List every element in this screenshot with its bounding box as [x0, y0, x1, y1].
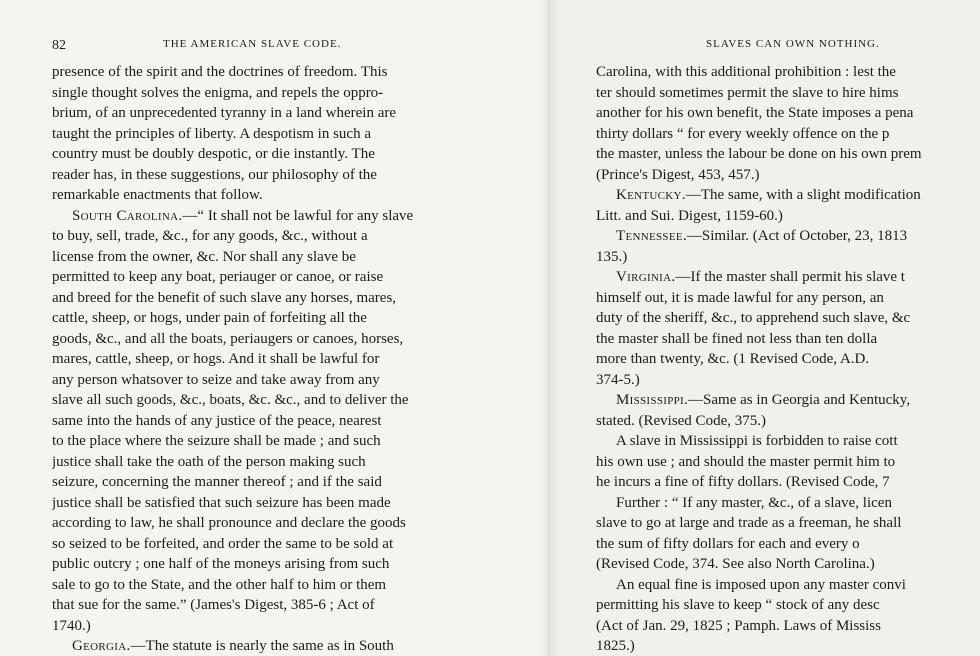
text-line — [596, 452, 980, 473]
line-text: —Similar. (Act of October, 23, 1813 — [686, 228, 908, 244]
line-text: brium, of an unprecedented tyranny in a land wherein are — [52, 105, 397, 121]
text-line — [52, 62, 492, 83]
text-line — [596, 103, 980, 124]
line-text: according to law, he shall pronounce and declare the goods — [52, 515, 406, 531]
text-line — [596, 534, 980, 555]
text-line — [52, 349, 492, 370]
text-line — [596, 206, 980, 227]
text-line — [52, 83, 492, 104]
line-text: 135.) — [596, 248, 628, 265]
line-text: himself out, it is made lawful for any person, an — [596, 289, 884, 306]
text-line — [596, 247, 980, 268]
text-line — [52, 452, 492, 473]
line-text: that sue for the same.” (James's Digest, 385-6 ; Act of — [52, 597, 375, 613]
line-text: (Prince's Digest, 453, 457.) — [596, 166, 760, 183]
line-text: An equal fine is imposed upon any master convi — [616, 576, 906, 593]
left-page-text — [52, 62, 492, 656]
text-line — [52, 329, 492, 350]
text-line — [596, 226, 980, 247]
text-line — [52, 247, 492, 268]
line-text: he incurs a fine of fifty dollars. (Revised Code, 7 — [596, 474, 890, 490]
line-text: slave all such goods, &c., boats, &c. &c., and to deliver the — [52, 392, 409, 408]
line-text: more than twenty, &c. (1 Revised Code, A.D. — [596, 351, 870, 367]
line-text: single thought solves the enigma, and repels the oppro- — [52, 84, 384, 101]
section-heading: Kentucky. — [616, 187, 686, 203]
text-line — [52, 616, 492, 637]
line-text: another for his own benefit, the State imposes a pena — [596, 105, 914, 121]
line-text: —If the master shall permit his slave t — [675, 269, 905, 285]
line-text: —The same, with a slight modification — [685, 187, 921, 203]
line-text: so seized to be forfeited, and order the same to be sold at — [52, 535, 394, 552]
line-text: stated. (Revised Code, 375.) — [596, 412, 766, 429]
text-line — [52, 411, 492, 432]
section-heading: Georgia. — [72, 638, 131, 654]
line-text: Litt. and Sui. Digest, 1159-60.) — [596, 207, 783, 224]
text-line — [596, 554, 980, 575]
text-line — [596, 595, 980, 616]
line-text: any person whatsover to seize and take away from any — [52, 371, 380, 388]
line-text: cattle, sheep, or hogs, under pain of forfeiting all the — [52, 310, 367, 326]
page-number: 82 — [52, 38, 66, 53]
line-text: 1740.) — [52, 617, 91, 634]
text-line — [596, 288, 980, 309]
text-line — [52, 165, 492, 186]
line-text: taught the principles of liberty. A despotism in such a — [52, 125, 371, 142]
text-line — [52, 554, 492, 575]
line-text: public outcry ; one half of the moneys arising from such — [52, 556, 390, 572]
line-text: mares, cattle, sheep, or hogs. And it shall be lawful for — [52, 351, 380, 367]
text-line — [596, 62, 980, 83]
line-text: 374-5.) — [596, 371, 640, 388]
right-page-text — [596, 62, 980, 656]
right-running-head: SLAVES CAN OWN NOTHING. — [706, 38, 880, 50]
text-line — [596, 575, 980, 596]
section-heading: South Carolina. — [72, 207, 183, 224]
text-line — [596, 349, 980, 370]
text-line — [52, 595, 492, 616]
text-line — [52, 103, 492, 124]
section-heading: Tennessee. — [616, 228, 687, 244]
text-line — [596, 267, 980, 288]
line-text: reader has, in these suggestions, our philosophy of the — [52, 166, 377, 183]
left-running-head: THE AMERICAN SLAVE CODE. — [163, 38, 342, 50]
line-text: goods, &c., and all the boats, periaugers or canoes, horses, — [52, 330, 404, 347]
text-line — [596, 411, 980, 432]
line-text: thirty dollars “ for every weekly offence on the p — [596, 125, 890, 142]
line-text: permitting his slave to keep “ stock of any desc — [596, 597, 880, 613]
text-line — [52, 226, 492, 247]
text-line — [52, 513, 492, 534]
text-line — [52, 472, 492, 493]
text-line — [596, 370, 980, 391]
text-line — [52, 185, 492, 206]
line-text: to the place where the seizure shall be made ; and such — [52, 433, 381, 449]
text-line — [52, 534, 492, 555]
line-text: remarkable enactments that follow. — [52, 187, 263, 203]
line-text: the sum of fifty dollars for each and every o — [596, 535, 860, 552]
section-heading: Mississippi. — [616, 392, 689, 408]
line-text: seizure, concerning the manner thereof ; and if the said — [52, 474, 382, 490]
line-text: —The statute is nearly the same as in South — [130, 638, 394, 654]
text-line — [52, 288, 492, 309]
text-line — [596, 308, 980, 329]
text-line — [596, 513, 980, 534]
line-text: ter should sometimes permit the slave to hire hims — [596, 84, 899, 101]
text-line — [52, 308, 492, 329]
text-line — [52, 267, 492, 288]
line-text: to buy, sell, trade, &c., for any goods, &c., without a — [52, 228, 368, 244]
text-line — [52, 206, 492, 227]
text-line — [596, 83, 980, 104]
right-page — [548, 0, 980, 656]
line-text: (Revised Code, 374. See also North Carolina.) — [596, 556, 875, 572]
text-line — [596, 493, 980, 514]
line-text: A slave in Mississippi is forbidden to raise cott — [616, 433, 898, 449]
text-line — [596, 616, 980, 637]
line-text: —“ It shall not be lawful for any slave — [182, 207, 414, 224]
text-line — [52, 370, 492, 391]
line-text: the master, unless the labour be done on his own prem — [596, 146, 922, 162]
line-text: duty of the sheriff, &c., to apprehend such slave, &c — [596, 310, 911, 326]
line-text: and breed for the benefit of such slave any horses, mares, — [52, 289, 397, 306]
text-line — [52, 124, 492, 145]
text-line — [596, 390, 980, 411]
line-text: (Act of Jan. 29, 1825 ; Pamph. Laws of Mississ — [596, 617, 881, 634]
line-text: slave to go at large and trade as a freeman, he shall — [596, 515, 902, 531]
line-text: 1825.) — [596, 638, 635, 654]
line-text: permitted to keep any boat, periauger or canoe, or raise — [52, 269, 384, 285]
text-line — [596, 144, 980, 165]
text-line — [52, 575, 492, 596]
text-line — [596, 431, 980, 452]
text-line — [596, 472, 980, 493]
line-text: Carolina, with this additional prohibition : lest the — [596, 64, 896, 80]
line-text: justice shall be satisfied that such seizure has been made — [52, 494, 391, 511]
text-line — [596, 165, 980, 186]
line-text: justice shall take the oath of the person making such — [52, 453, 366, 470]
line-text: presence of the spirit and the doctrines of freedom. This — [52, 64, 388, 80]
text-line — [596, 185, 980, 206]
line-text: country must be doubly despotic, or die instantly. The — [52, 146, 375, 162]
text-line — [52, 390, 492, 411]
line-text: Further : “ If any master, &c., of a slave, licen — [616, 494, 892, 511]
line-text: his own use ; and should the master permit him to — [596, 453, 896, 470]
text-line — [596, 329, 980, 350]
text-line — [52, 144, 492, 165]
line-text: license from the owner, &c. Nor shall any slave be — [52, 248, 356, 265]
line-text: —Same as in Georgia and Kentucky, — [688, 392, 911, 408]
line-text: sale to go to the State, and the other half to him or them — [52, 576, 387, 593]
text-line — [596, 636, 980, 656]
line-text: the master shall be fined not less than ten dolla — [596, 330, 878, 347]
line-text: same into the hands of any justice of the peace, nearest — [52, 412, 382, 429]
text-line — [52, 431, 492, 452]
text-line — [52, 493, 492, 514]
text-line — [596, 124, 980, 145]
text-line — [52, 636, 492, 656]
section-heading: Virginia. — [616, 269, 676, 285]
